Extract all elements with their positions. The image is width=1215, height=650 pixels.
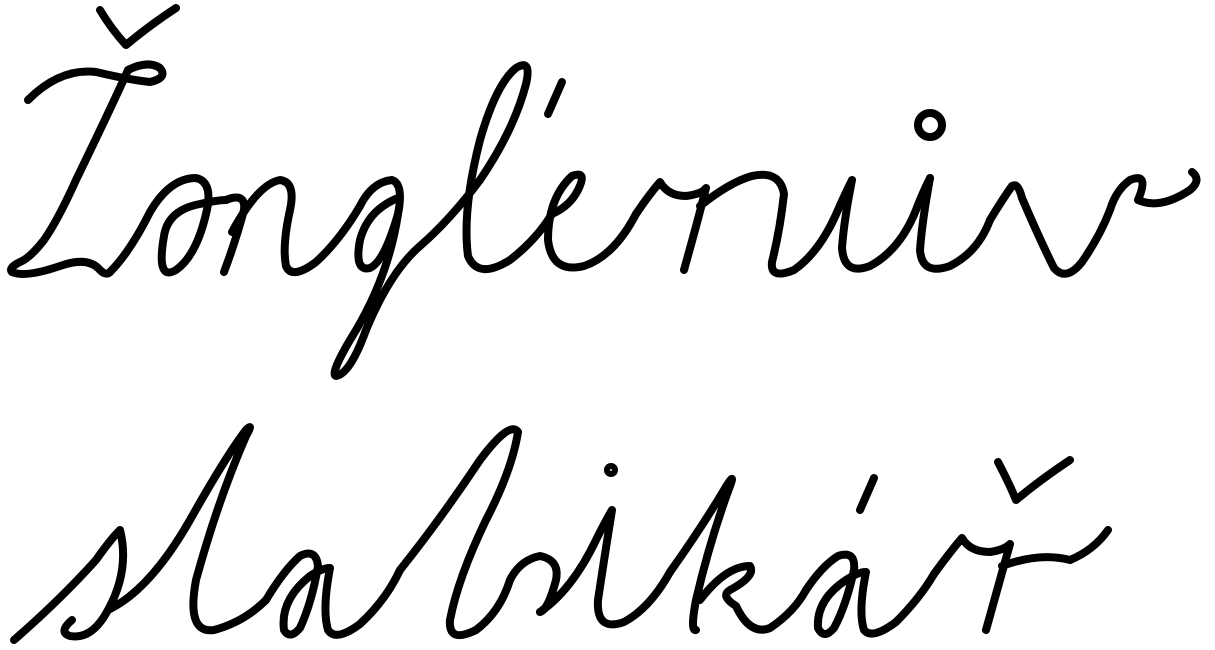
letter-u-ring bbox=[920, 178, 990, 269]
letter-u bbox=[752, 175, 930, 274]
letter-b bbox=[400, 429, 557, 635]
letter-s bbox=[14, 530, 123, 640]
letter-a bbox=[266, 554, 400, 635]
acute-e bbox=[548, 82, 562, 114]
caron-z bbox=[100, 8, 176, 45]
letter-r-caron bbox=[934, 530, 1108, 630]
letter-v bbox=[990, 172, 1197, 274]
acute-a bbox=[860, 478, 874, 510]
dot-i bbox=[608, 467, 614, 473]
word-slabikar bbox=[14, 427, 1108, 640]
letter-k bbox=[670, 479, 806, 630]
letter-o bbox=[110, 178, 226, 272]
caron-r bbox=[998, 460, 1070, 500]
word-zonglieruv bbox=[11, 8, 1197, 376]
letter-l-2 bbox=[108, 427, 266, 630]
letter-l bbox=[467, 65, 553, 269]
letter-r bbox=[636, 176, 752, 270]
letter-n bbox=[224, 180, 360, 272]
ring-u bbox=[918, 113, 942, 137]
letter-a-acute bbox=[806, 555, 934, 634]
letter-z-capital bbox=[11, 64, 162, 274]
letter-e bbox=[548, 175, 636, 268]
